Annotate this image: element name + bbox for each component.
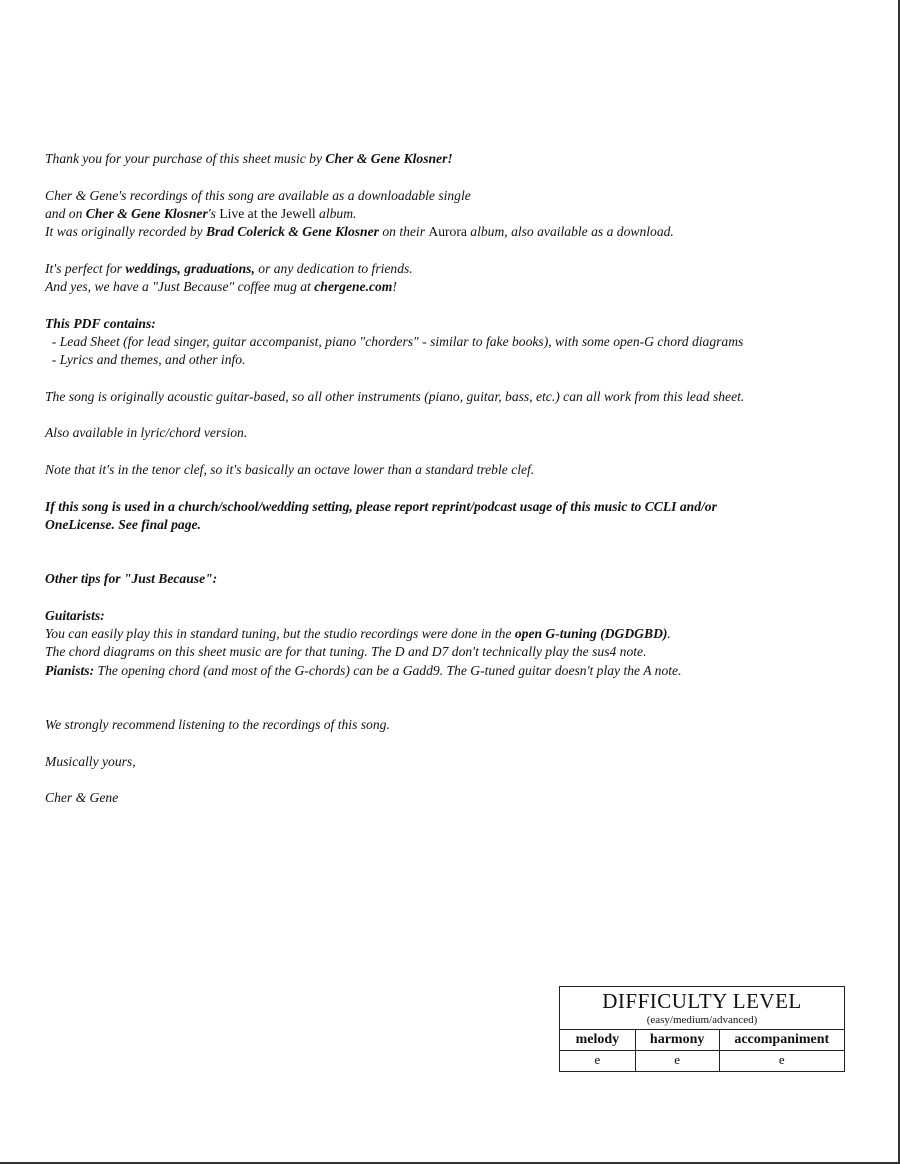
closing-text: Musically yours, bbox=[45, 753, 136, 769]
difficulty-subtitle: (easy/medium/advanced) bbox=[646, 1014, 758, 1026]
harmony-value: e bbox=[635, 1051, 719, 1072]
text: and on bbox=[45, 205, 86, 221]
guitarists-paragraph bbox=[45, 607, 875, 680]
pianists-label: Pianists: bbox=[45, 662, 95, 678]
tenor-note-paragraph bbox=[45, 461, 875, 479]
recordings-line-3 bbox=[45, 223, 875, 241]
info-text bbox=[45, 150, 875, 826]
difficulty-value-row bbox=[560, 1051, 844, 1072]
accompaniment-value: e bbox=[719, 1051, 844, 1072]
melody-header: melody bbox=[560, 1030, 635, 1051]
ccli-paragraph bbox=[45, 498, 875, 535]
artists-name: Cher & Gene Klosner bbox=[85, 205, 208, 221]
text: on their bbox=[378, 224, 429, 240]
tips-heading-paragraph bbox=[45, 570, 875, 588]
thanks-paragraph bbox=[45, 150, 875, 168]
difficulty-header-row bbox=[560, 1030, 844, 1051]
text: And yes, we have a "Just Because" coffee mug at bbox=[45, 279, 315, 295]
tuning-name: open G-tuning (DGDGBD) bbox=[514, 626, 668, 642]
contents-heading: This PDF contains: bbox=[45, 315, 156, 331]
thanks-text: Thank you for your purchase of this sheet music by bbox=[45, 151, 326, 166]
text: 's bbox=[207, 205, 220, 221]
recordings-line-1: Cher & Gene's recordings of this song are available as a downloadable single bbox=[45, 187, 471, 203]
guitarists-line-1 bbox=[45, 625, 875, 643]
text: album. bbox=[315, 205, 357, 221]
melody-value: e bbox=[560, 1051, 635, 1072]
ccli-line-1: If this song is used in a church/school/wedding setting, please report reprint/podcast usage of this music to CCLI and/or bbox=[45, 498, 717, 514]
difficulty-level-box bbox=[559, 986, 845, 1072]
difficulty-table bbox=[560, 1029, 844, 1071]
acoustic-paragraph bbox=[45, 388, 875, 406]
signature-text: Cher & Gene bbox=[45, 790, 119, 806]
contents-item-lyrics: - Lyrics and themes, and other info. bbox=[45, 352, 246, 368]
text: The opening chord (and most of the G-chords) can be a Gadd9. The G-tuned guitar doesn't play the A note. bbox=[94, 662, 682, 678]
also-available-text: Also available in lyric/chord version. bbox=[45, 425, 248, 441]
pianists-line bbox=[45, 662, 875, 680]
guitarists-heading: Guitarists: bbox=[45, 607, 105, 623]
ccli-line-2: OneLicense. See final page. bbox=[45, 516, 201, 532]
occasions: weddings, graduations, bbox=[125, 260, 255, 276]
text: ! bbox=[392, 279, 397, 295]
harmony-header: harmony bbox=[635, 1030, 719, 1051]
website-link[interactable]: chergene.com bbox=[314, 279, 393, 295]
accompaniment-header: accompaniment bbox=[719, 1030, 844, 1051]
text: You can easily play this in standard tuning, but the studio recordings were done in the bbox=[45, 626, 515, 642]
text: album, also available as a download. bbox=[466, 224, 674, 240]
recommend-text: We strongly recommend listening to the recordings of this song. bbox=[45, 717, 390, 733]
guitarists-line-2: The chord diagrams on this sheet music are for that tuning. The D and D7 don't technically play the sus4 note. bbox=[45, 644, 647, 660]
text: . bbox=[667, 626, 671, 642]
text: or any dedication to friends. bbox=[254, 260, 413, 276]
closing-paragraph bbox=[45, 753, 875, 771]
artists-name: Cher & Gene Klosner! bbox=[325, 151, 453, 166]
also-available-paragraph bbox=[45, 424, 875, 442]
perfect-paragraph bbox=[45, 260, 875, 297]
text: It was originally recorded by bbox=[45, 224, 206, 240]
artists-name: Brad Colerick & Gene Klosner bbox=[205, 224, 379, 240]
acoustic-text: The song is originally acoustic guitar-based, so all other instruments (piano, guitar, bass, etc.) can all work from this lead sheet. bbox=[45, 388, 745, 404]
perfect-line-1 bbox=[45, 260, 875, 278]
perfect-line-2 bbox=[45, 278, 875, 296]
difficulty-title: DIFFICULTY LEVEL bbox=[602, 989, 802, 1013]
album-title: Aurora bbox=[428, 224, 467, 240]
text: It's perfect for bbox=[45, 260, 126, 276]
contents-item-lead-sheet: - Lead Sheet (for lead singer, guitar accompanist, piano "chorders" - similar to fake books), with some open-G chord diagrams bbox=[45, 333, 744, 349]
recordings-paragraph bbox=[45, 187, 875, 242]
tips-heading: Other tips for "Just Because": bbox=[45, 571, 218, 587]
contents-paragraph bbox=[45, 315, 875, 370]
album-title: Live at the Jewell bbox=[219, 205, 316, 221]
signature-paragraph bbox=[45, 789, 875, 807]
recordings-line-2 bbox=[45, 205, 875, 223]
tenor-note-text: Note that it's in the tenor clef, so it's basically an octave lower than a standard treble clef. bbox=[45, 462, 535, 478]
recommend-paragraph bbox=[45, 716, 875, 734]
